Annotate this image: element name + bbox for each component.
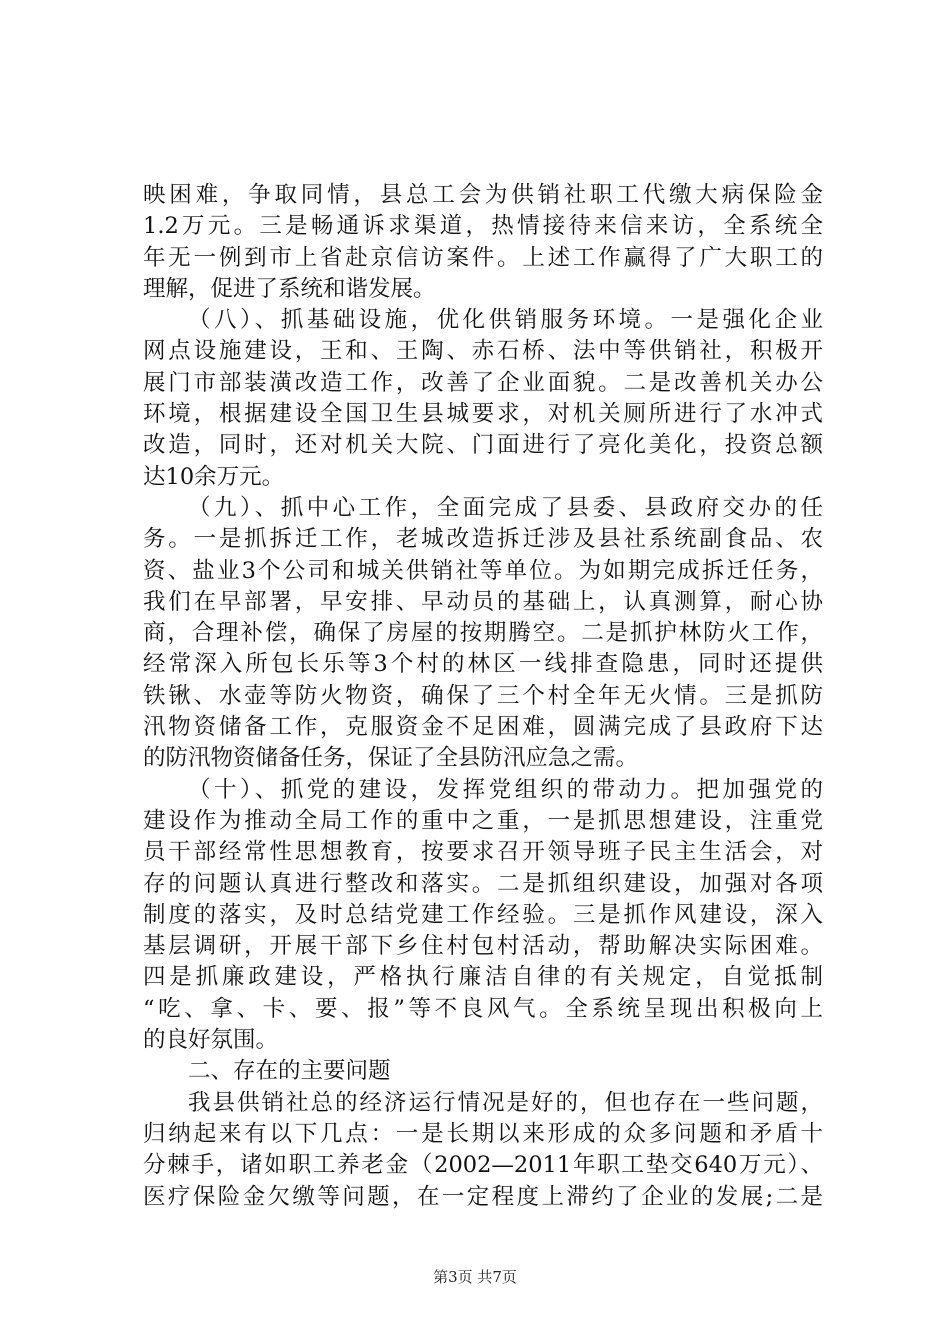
- document-body: [143, 180, 823, 1213]
- text-line: 铁锹、水壶等防火物资，确保了三个村全年无火情。三是抓防: [143, 682, 823, 709]
- text-line: 的良好氛围。: [143, 1027, 279, 1054]
- text-line: 展门市部装潢改造工作，改善了企业面貌。二是改善机关办公: [143, 369, 823, 396]
- text-line: 环境，根据建设全国卫生县城要求，对机关厕所进行了水冲式: [143, 401, 823, 428]
- text-line: 存的问题认真进行整改和落实。二是抓组织建设，加强对各项: [143, 870, 823, 897]
- text-line: 映困难，争取同情，县总工会为供销社职工代缴大病保险金: [143, 182, 823, 208]
- text-line: 1.2万元。三是畅通诉求渠道，热情接待来信来访，全系统全: [143, 213, 823, 240]
- text-line: 理解，促进了系统和谐发展。: [143, 275, 436, 302]
- text-line: 基层调研，开展干部下乡住村包村活动，帮助解决实际困难。: [143, 933, 823, 960]
- text-line: 经常深入所包长乐等3个村的林区一线排查隐患，同时还提供: [143, 651, 823, 678]
- text-line: 制度的落实，及时总结党建工作经验。三是抓作风建设，深入: [143, 901, 823, 928]
- text-line: 员干部经常性思想教育，按要求召开领导班子民主生活会，对: [143, 839, 823, 866]
- text-line: 二、存在的主要问题: [188, 1058, 391, 1085]
- text-line: 归纳起来有以下几点：一是长期以来形成的众多问题和矛盾十: [143, 1120, 823, 1147]
- text-line: 商，合理补偿，确保了房屋的按期腾空。二是抓护林防火工作，: [143, 620, 823, 647]
- text-line: 我们在早部署，早安排、早动员的基础上，认真测算，耐心协: [143, 588, 823, 615]
- text-line: 的防汛物资储备任务，保证了全县防汛应急之需。: [143, 745, 639, 772]
- text-line: 改造，同时，还对机关大院、门面进行了亮化美化，投资总额: [143, 432, 823, 459]
- text-line: 资、盐业3个公司和城关供销社等单位。为如期完成拆迁任务，: [143, 557, 823, 584]
- text-line: 我县供销社总的经济运行情况是好的，但也存在一些问题，: [188, 1089, 823, 1116]
- text-line: 汛物资储备工作，克服资金不足困难，圆满完成了县政府下达: [143, 714, 823, 741]
- text-line: （八）、抓基础设施，优化供销服务环境。一是强化企业: [188, 307, 823, 334]
- text-line: 四是抓廉政建设，严格执行廉洁自律的有关规定，自觉抵制: [143, 964, 823, 991]
- text-line: 达10余万元。: [143, 463, 285, 490]
- text-line: 年无一例到市上省赴京信访案件。上述工作赢得了广大职工的: [143, 244, 823, 271]
- text-line: 分棘手，诸如职工养老金（2002—2011年职工垫交640万元）、: [143, 1152, 823, 1179]
- text-line: 建设作为推动全局工作的重中之重，一是抓思想建设，注重党: [143, 807, 823, 834]
- text-line: “吃、拿、卡、要、报”等不良风气。全系统呈现出积极向上: [143, 995, 823, 1022]
- text-line: （九）、抓中心工作，全面完成了县委、县政府交办的任: [188, 494, 823, 521]
- text-line: （十）、抓党的建设，发挥党组织的带动力。把加强党的: [188, 776, 823, 803]
- text-line: 医疗保险金欠缴等问题，在一定程度上滞约了企业的发展;二是: [143, 1183, 823, 1210]
- text-line: 务。一是抓拆迁工作，老城改造拆迁涉及县社系统副食品、农: [143, 526, 823, 553]
- page-footer: 第3页 共7页: [433, 1268, 517, 1286]
- text-line: 网点设施建设，王和、王陶、赤石桥、法中等供销社，积极开: [143, 338, 823, 365]
